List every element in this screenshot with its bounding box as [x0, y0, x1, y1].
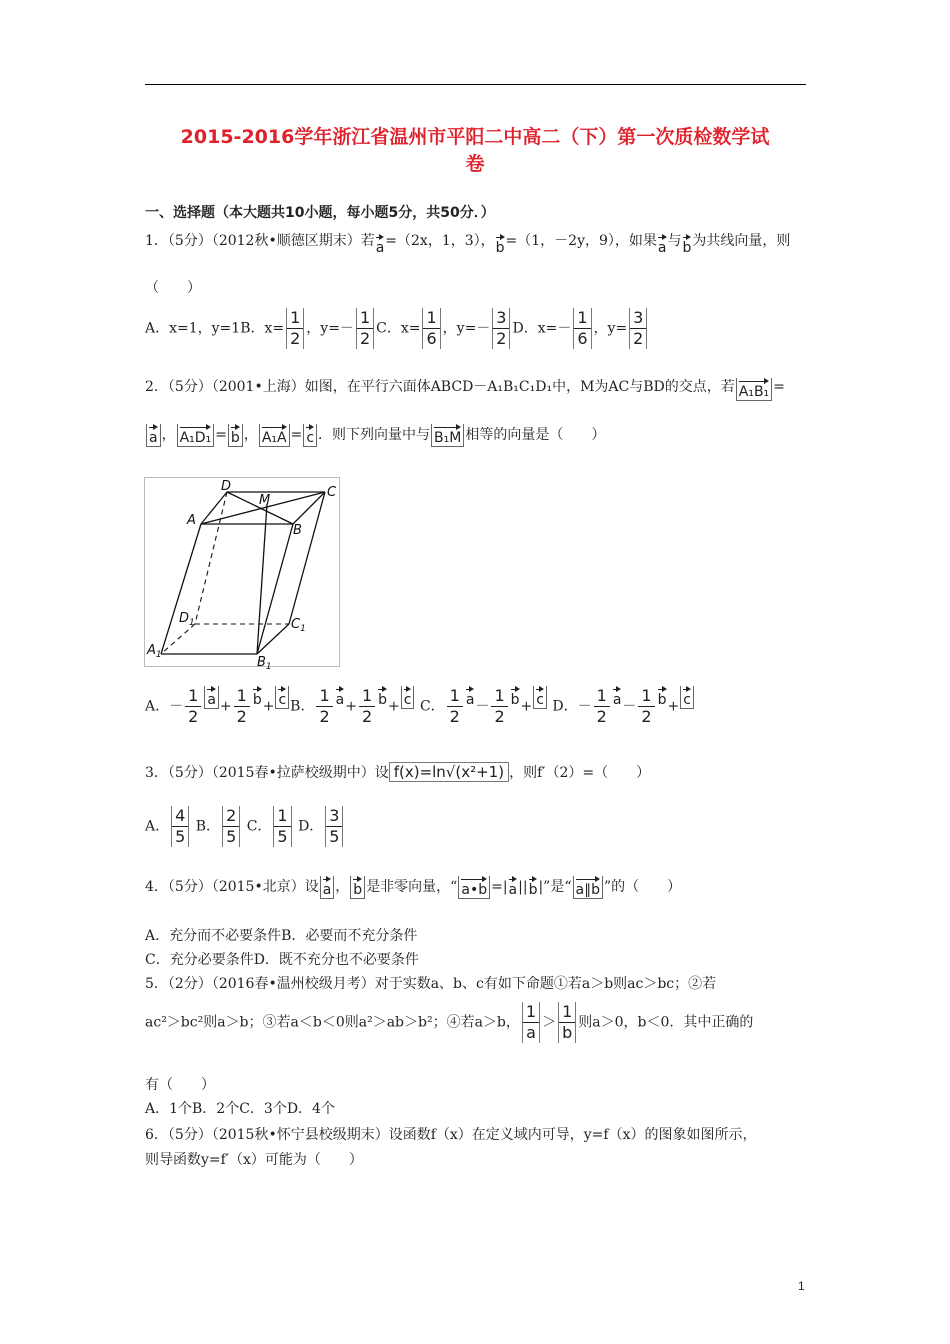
q1-text: 1．（5分）（2012秋•顺德区期末）若	[145, 233, 375, 249]
option-text: D．－	[552, 698, 592, 715]
title-line-1: 2015-2016学年浙江省温州市平阳二中高二（下）第一次质检数学试	[180, 126, 770, 148]
fraction: $\frac{3}{2}$	[492, 308, 510, 349]
q3-text: 3．（5分）（2015春•拉萨校级期中）设	[145, 765, 389, 781]
vector-c: c	[533, 686, 547, 709]
option-text: ，y=	[593, 320, 628, 337]
vector-a1d1: A₁D₁	[177, 424, 215, 447]
q5-line3: 有（ ）	[145, 1077, 215, 1093]
option-text: C．x=	[376, 320, 421, 337]
fraction: $\frac{2}{5}$	[222, 806, 240, 847]
label-A1: $A_1$	[147, 643, 162, 660]
q2-text: ，	[161, 427, 176, 443]
q2-text: 2．（5分）（2001•上海）如图，在平行六面体ABCD－A₁B₁C₁D₁中，M为AC与BD的交点，若	[145, 379, 735, 395]
vector-b: b	[658, 686, 667, 708]
fraction: $\frac{4}{5}$	[171, 806, 189, 847]
vector-b: b	[253, 686, 262, 708]
vector-a-parallel-b: a∥b	[573, 876, 603, 899]
page-number: 1	[798, 1279, 805, 1293]
option-text: B．	[195, 818, 221, 835]
q1-text: 与	[667, 233, 682, 249]
vector-a1a: A₁A	[259, 424, 290, 447]
fraction: $\frac{1}{2}$	[594, 686, 610, 727]
q6-line2: 则导函数y=f′（x）可能为（ ）	[145, 1152, 363, 1168]
option-text: C．	[246, 818, 272, 835]
q4-text: 是非零向量，“	[366, 879, 458, 895]
q3-options	[145, 806, 345, 847]
q2-text: ，	[243, 427, 258, 443]
option-text: D．x=－	[512, 320, 572, 337]
fraction: $\frac{1}{2}$	[638, 686, 654, 727]
q4-options-cd: C．充分必要条件D．既不充分也不必要条件	[145, 952, 419, 968]
parallelepiped-figure	[144, 477, 340, 672]
q2-options: A．－ $\frac{1}{2}$ a + $\frac{1}{2}$ b + c B． $\frac{1}{2}$ a + $\frac{1}{2}$ b + c C． $\frac{1}{2}$ a － $\frac{1}{2}$ b + c D．－ $\frac{1}{2}$ a － $\frac{1}{2}$ b + c	[145, 686, 695, 727]
q4-stem	[145, 876, 681, 899]
option-text: A．	[145, 818, 170, 835]
fraction: $\frac{1}{b}$	[558, 1002, 576, 1043]
q1-text: =（1，－2y，9），如果	[505, 233, 657, 249]
label-C: C	[327, 485, 337, 500]
vector-b: b	[529, 876, 538, 898]
label-M: M	[259, 493, 271, 508]
title-line-2: 卷	[465, 153, 485, 175]
fraction: $\frac{3}{5}$	[325, 806, 343, 847]
q1-text: 为共线向量，则	[692, 233, 791, 249]
option-text: A．－	[145, 698, 184, 715]
option-text: ，y=－	[442, 320, 491, 337]
fraction: $\frac{1}{2}$	[316, 686, 332, 727]
fraction: $\frac{1}{2}$	[234, 686, 250, 727]
q1-stem	[145, 230, 790, 256]
label-A: A	[187, 513, 196, 528]
q1-options	[145, 308, 649, 349]
vector-a: a	[336, 686, 345, 708]
q2-text: ．则下列向量中与	[318, 427, 431, 443]
vector-b: b	[496, 234, 505, 256]
q1-paren: （ ）	[145, 280, 201, 296]
label-D1: $D_1$	[179, 611, 195, 628]
vector-a: a	[509, 876, 518, 898]
fraction: $\frac{1}{2}$	[359, 686, 375, 727]
vector-c: c	[303, 424, 317, 447]
figure-svg	[145, 478, 339, 672]
option-text: C．	[419, 698, 445, 715]
vector-b: b	[511, 686, 520, 708]
q5-text: 则a＞0，b＜0．其中正确的	[578, 1014, 754, 1031]
section-heading: 一、选择题（本大题共10小题，每小题5分，共50分．）	[145, 205, 495, 221]
q2-stem	[145, 376, 785, 401]
option-text: A．x=1，y=1B．x=	[145, 320, 285, 337]
vector-a1b1: A₁B₁	[736, 378, 772, 401]
vector-a: a	[466, 686, 475, 708]
vector-a: a	[658, 234, 667, 256]
fraction: $\frac{1}{2}$	[185, 686, 201, 727]
vector-a: a	[320, 876, 335, 899]
vector-b: b	[378, 686, 387, 708]
fraction: $\frac{1}{6}$	[573, 308, 591, 349]
q5-line1: 5．（2分）（2016春•温州校级月考）对于实数a、b、c有如下命题①若a＞b则ac＞bc；②若	[145, 976, 717, 992]
fraction: $\frac{3}{2}$	[629, 308, 647, 349]
q4-text: =|	[491, 879, 508, 895]
vector-a-dot-b: a•b	[458, 876, 490, 899]
label-B: B	[293, 523, 302, 538]
fraction: $\frac{1}{2}$	[356, 308, 374, 349]
q5-options: A．1个B．2个C．3个D．4个	[145, 1101, 335, 1117]
fraction: $\frac{1}{a}$	[522, 1002, 540, 1043]
vector-b1m: B₁M	[431, 424, 464, 447]
q3-text: ，则f′（2）=（ ）	[509, 765, 651, 781]
vector-c: c	[401, 686, 415, 709]
q4-text: |”是“	[538, 879, 572, 895]
option-text: ，y=－	[306, 320, 354, 337]
vector-a: a	[613, 686, 622, 708]
vector-c: c	[680, 686, 694, 709]
q2-text: 相等的向量是（ ）	[465, 427, 606, 443]
q4-text: ||	[518, 879, 528, 895]
q2-text: =	[773, 379, 785, 395]
formula-fx: f(x)=ln√(x²+1)	[389, 762, 509, 782]
fraction: $\frac{1}{2}$	[491, 686, 507, 727]
q4-text: ”的（ ）	[603, 879, 682, 895]
q2-text: =	[215, 427, 227, 443]
label-D: D	[221, 479, 232, 494]
fraction: $\frac{1}{2}$	[447, 686, 463, 727]
vector-c: c	[275, 686, 289, 709]
option-text: B．	[290, 698, 315, 715]
vector-a: a	[204, 686, 219, 709]
fraction: $\frac{1}{5}$	[273, 806, 291, 847]
header-rule	[145, 84, 806, 85]
option-text: D．	[298, 818, 324, 835]
q4-text: ，	[335, 879, 350, 895]
q5-text: ＞	[542, 1014, 557, 1031]
q6-line1: 6．（5分）（2015秋•怀宁县校级期末）设函数f（x）在定义域内可导，y=f（x）的图象如图所示，	[145, 1127, 757, 1143]
fraction: $\frac{1}{6}$	[422, 308, 440, 349]
vector-a: a	[376, 234, 385, 256]
q2-text: =	[290, 427, 303, 443]
vector-b: b	[228, 424, 243, 447]
q2-stem-2	[145, 424, 605, 447]
page-title	[140, 124, 810, 178]
q4-options-ab: A．充分而不必要条件B．必要而不充分条件	[145, 928, 418, 944]
label-B1: $B_1$	[257, 655, 272, 672]
vector-b: b	[683, 234, 692, 256]
q4-text: 4．（5分）（2015•北京）设	[145, 879, 319, 895]
vector-a: a	[146, 424, 161, 447]
fraction: $\frac{1}{2}$	[286, 308, 304, 349]
q1-text: =（2x，1，3），	[385, 233, 495, 249]
q3-stem	[145, 750, 650, 782]
label-C1: $C_1$	[291, 617, 306, 634]
q5-line2	[145, 1002, 753, 1043]
q5-text: ac²＞bc²则a＞b；③若a＜b＜0则a²＞ab＞b²；④若a＞b，	[145, 1014, 520, 1031]
vector-b: b	[350, 876, 365, 899]
